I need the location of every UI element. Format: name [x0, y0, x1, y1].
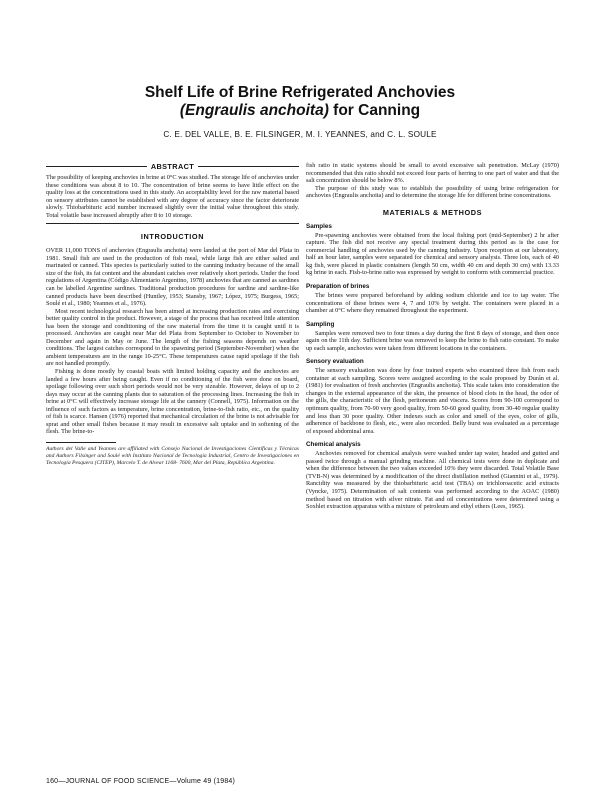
title-line-1: Shelf Life of Brine Refrigerated Anchovies	[144, 84, 456, 101]
introduction-paragraph-1: OVER 11,000 TONS of anchovies (Engraulis anchoita) were landed at the port of Mar del Plata in 1981. Small fish are used in the production of fish meal, while large fish are either salted and marinated or canned. This species is particularly suited to the canning industry because of the small size of the fish, its fat content and the abundant catches over relatively short periods. Under the food regulations of Argentina (Código Alimentario Argentino, 1978) anchovies that are canned as sardines can be labelled Argentine sardines. Traditional production procedures for sardine and sardine-like canned products have been described (Huntley, 1953; Stansby, 1967; López, 1975; Burgess, 1965; Soulé et al., 1980; Yeannes et al., 1976).	[46, 247, 300, 308]
abstract-block	[46, 174, 299, 224]
introduction-heading: INTRODUCTION	[140, 232, 205, 242]
sampling-heading: Sampling	[306, 320, 335, 328]
introduction-paragraph-3: Fishing is done mostly by coastal boats with limited holding capacity and the anchovies are landed a few hours after being caught. Even if no conditioning of the fish were done on board, spoilage following over such short periods would not be very sizeable. However, delays of up to 2 days may occur at the canning plants due to saturation of the processing lines. Increasing the fish in brine at 0°C will effectively increase storage life at the cannery (Connell, 1975). Information on the influence of such factors as temperature, brine concentration, brine-to-fish ratio, etc., on the quality of fish is scarce. Hansen (1976) reported that mechanical circulation of the brine is not advisable for sprat and other small fishes because it may result in excessive salt uptake and in softening of the flesh. The brine-to-	[46, 368, 299, 436]
brines-paragraph: The brines were prepared beforehand by adding sodium chloride and ice to tap water. The concentrations of these brines were 4, 7 and 10% by weight. The containers were placed in a chamber at 0°C where they remained throughout the experiment.	[306, 292, 559, 315]
sensory-heading: Sensory evaluation	[306, 358, 364, 366]
author-affiliation-footnote: Authors del Valle and Yeannes are affiliated with Consejo Nacional de Investigaciones Científicas y Técnicas and Authors Filsinger and Soulé with Instituto Nacional de Tecnología Industrial, Centro de Investigaciones en Tecnología Pesquera (CITEP), Marcelo T. de Alvear 1168- 7600, Mar del Plata, República Argentina.	[46, 445, 299, 466]
abstract-heading-text: ABSTRACT	[150, 162, 195, 171]
purpose-paragraph: The purpose of this study was to establish the possibility of using brine refrigeration for anchovies (Engraulis anchoita) and to determine the storage life for different brine concentrations.	[306, 184, 559, 200]
samples-heading: Samples	[306, 222, 332, 230]
samples-paragraph: Pre-spawning anchovies were obtained from the local fishing port (mid-September) 2 hr after capture. The fish did not receive any special treatment during this period as is the case for commercial handling of anchovies used by the canning industry. Upon reception at our laboratory, half an hour later, samples were separated for chemical and sensory analysis. Three lots, each of 40 kg fish, were placed in plastic containers (length 50 cm, width 40 cm and depth 30 cm) with 13.33 kg brine in each. Fish-to-brine ratio was expressed by weight to conform with commercial practice.	[306, 231, 559, 277]
sensory-paragraph: The sensory evaluation was done by four trained experts who examined three fish from each container at each sampling. Scores were assigned according to the scale proposed by Durán et al. (1981) for evaluation of fresh anchovies (Engraulis anchoita). This scale takes into consideration the changes in the external appearance of the skin, the presence of blood clots in the head, the odor of the gills, the characteristic of the flesh, peritoneum and viscera. Scores from 90-100 correspond to optimum quality, from 70-90 very good quality, from 50-60 good quality, from 30-40 regular quality and less than 30 poor quality. Other indexes such as color and smell of the eyes, color of gills, adherence of backbone to flesh, etc., were also recorded. Belly burst was evaluated as a percentage of exposed abdominal area.	[306, 367, 559, 435]
abstract-text: The possibility of keeping anchovies in brine at 0°C was studied. The storage life of anchovies under these conditions was about 8 to 10. The concentration of brine seems to have little effect on the quality loss at the concentrations used in this study. An acceptability level for the raw material based on sensory attributes cannot be established with any degree of accuracy since the factor deteriorate slowly. Thiobarbituric acid number increased slightly over the initial value throughout this study. Total volatile base increased abruptly after 8 to 10 storage.	[46, 174, 299, 219]
footnote-divider	[46, 442, 116, 443]
chemical-paragraph: Anchovies removed for chemical analysis were washed under tap water, headed and gutted and passed twice through a manual grinding machine. All chemical tests were done in duplicate and when the difference between the two values exceeded 10% they were discarded. Total Volatile Base (TVB-N) was determined by a modification of the direct distillation method (Giannini et al., 1979). Rancidity was measured by the thiobarbituric acid test (TBA) on trichloroacetic acid extracts (Vyncke, 1975). Determination of salt contents was performed according to the AOAC (1980) method based on titration with silver nitrate. Fat and oil concentrations were determined using a Soxhlet extraction apparatus with a mixture of petroleum and ethyl ethers (Lees, 1965).	[306, 450, 559, 511]
left-column	[46, 162, 299, 466]
methods-heading: MATERIALS & METHODS	[382, 207, 483, 217]
abstract-heading	[46, 162, 299, 171]
journal-footer: 160—JOURNAL OF FOOD SCIENCE—Volume 49 (1984)	[46, 778, 236, 785]
abstract-rule-right	[198, 166, 299, 167]
title-line-2-rest: for Canning	[328, 102, 421, 119]
right-column	[306, 162, 559, 511]
title-species: (Engraulis anchoita)	[179, 102, 329, 119]
intro-continued-paragraph: fish ratio in static systems should be small to avoid excessive salt penetration. McLay (1970) recommended that this ratio should not exceed four parts of herring to one part of water and that the salt concentration should be below 8%.	[306, 162, 559, 185]
brines-heading: Preparation of brines	[306, 283, 370, 291]
article-title	[40, 84, 560, 120]
abstract-rule-left	[46, 166, 147, 167]
introduction-paragraph-2: Most recent technological research has been aimed at increasing production rates and exercising better quality control in the product. However, a stage of the process that has received little attention has been the storage and conditioning of the raw material from the time it is caught until it is processed. Anchovies are caught near Mar del Plata from September to October to November to December and again in May or June. The length of the fishing seasons depends on weather conditions. The largest catches correspond to the spawning period (September-November) when the ambient temperatures are in the range 10-25°C. These temperatures cause rapid spoilage if the fish are not handled promptly.	[46, 307, 299, 368]
sampling-paragraph: Samples were removed two to four times a day during the first 8 days of storage, and then once again on the 11th day. Sufficient brine was removed to keep the brine to fish ratio constant. To make up each sample, anchovies were taken from different locations in the containers.	[306, 329, 559, 352]
title-line-2	[40, 102, 560, 120]
chemical-heading: Chemical analysis	[306, 441, 361, 449]
author-list: C. E. DEL VALLE, B. E. FILSINGER, M. I. YEANNES, and C. L. SOULE	[163, 130, 437, 139]
